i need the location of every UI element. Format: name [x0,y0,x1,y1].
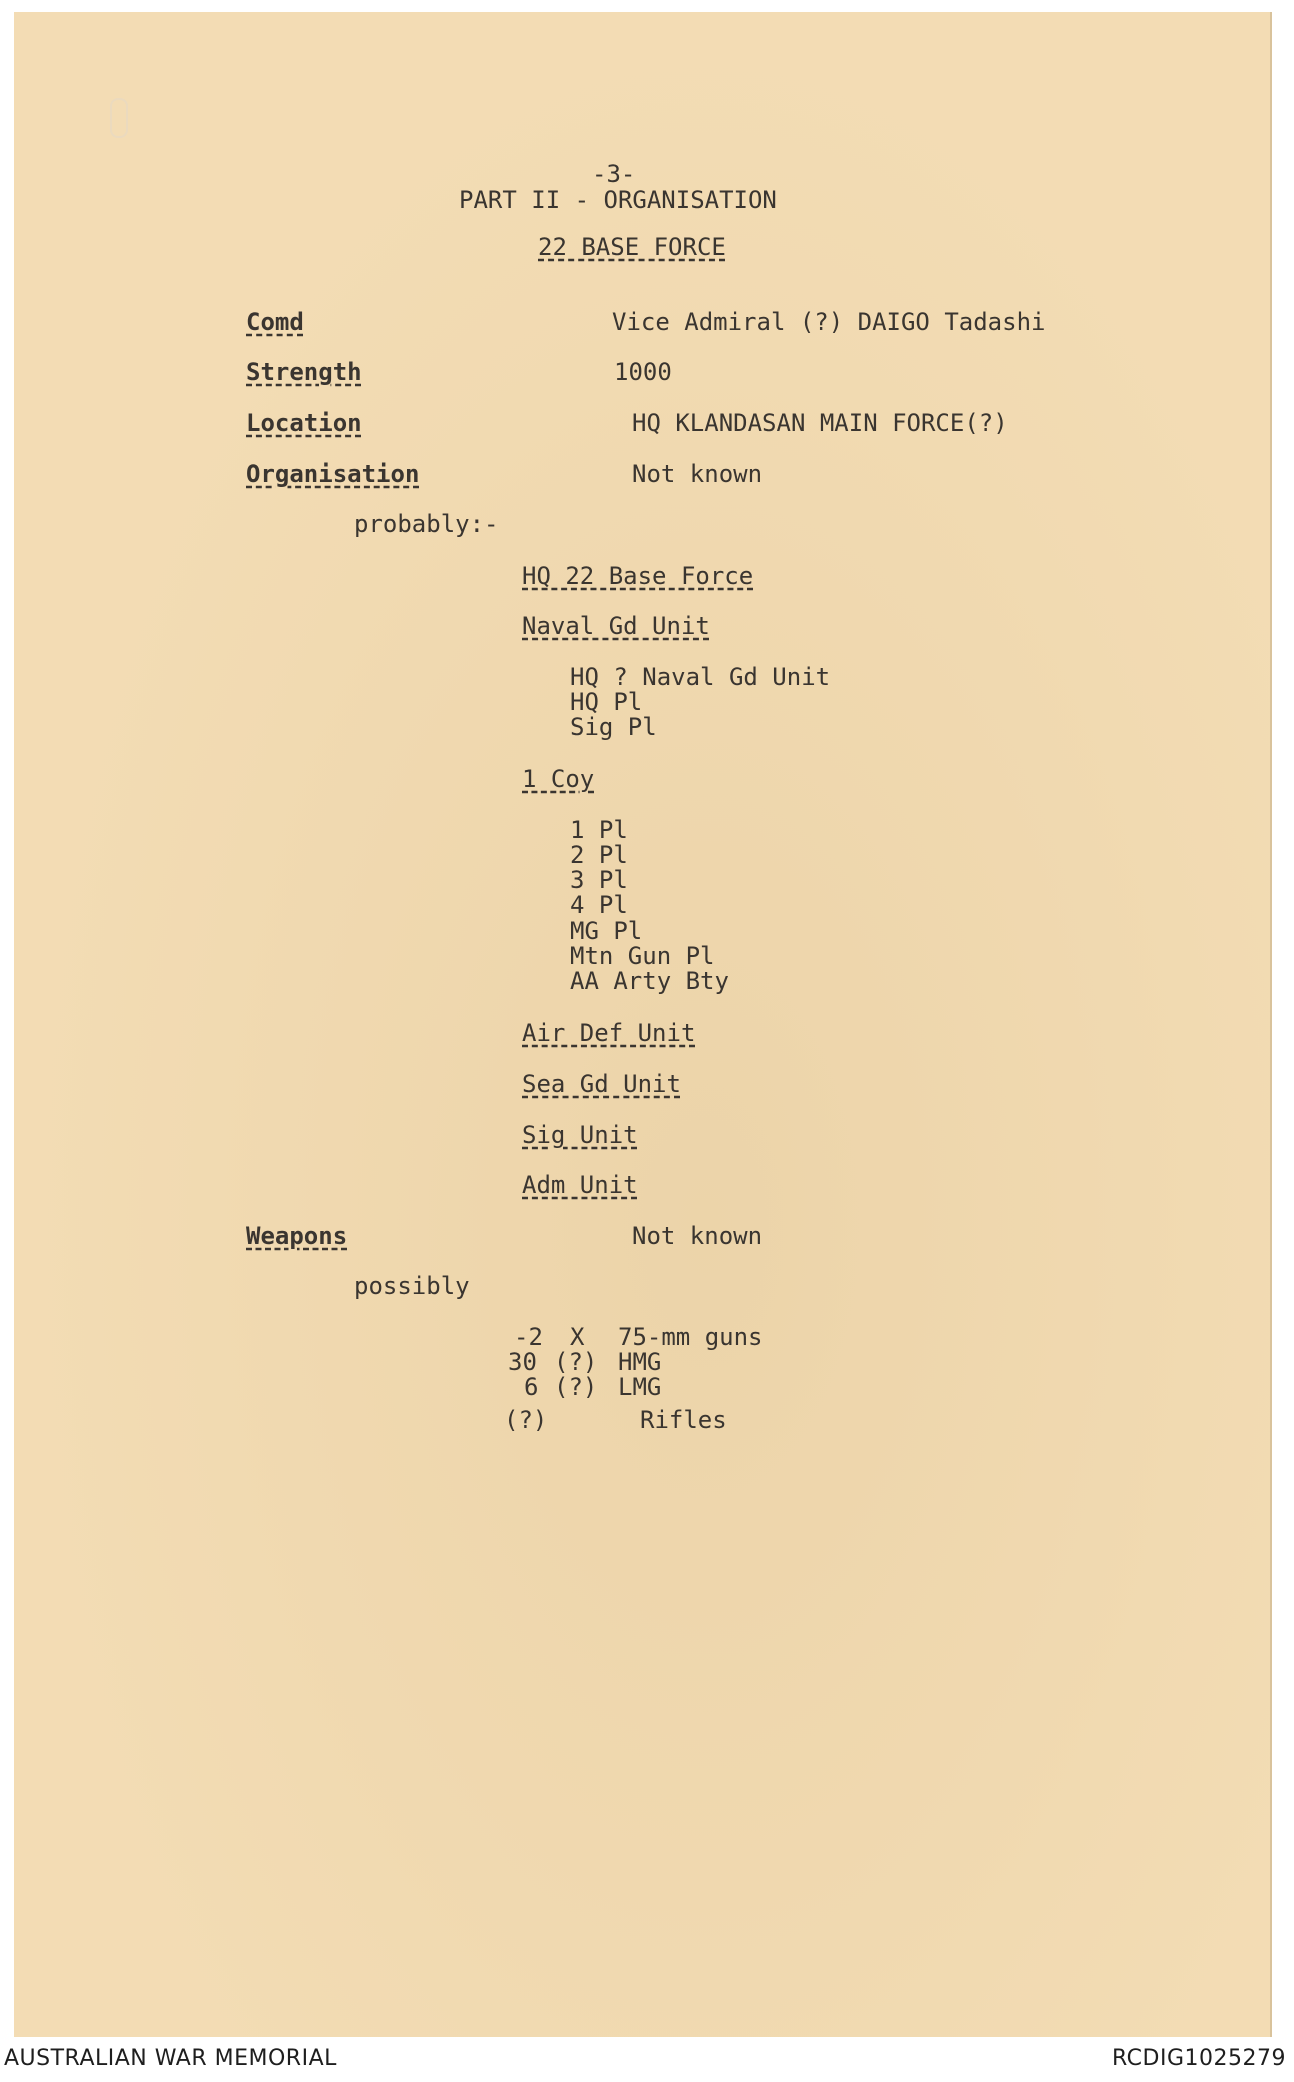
comd-value: Vice Admiral (?) DAIGO Tadashi [612,308,1046,336]
sig-unit-heading: Sig Unit [522,1121,638,1149]
coy-heading: 1 Coy [522,765,595,793]
weapon-name: 75-mm guns [618,1323,763,1351]
list-item: HQ ? Naval Gd Unit [570,663,831,691]
footer-id: RCDIG1025279 [1111,2046,1286,2071]
list-item: 1 Pl [570,816,628,844]
weapons-label: Weapons [246,1222,348,1250]
list-item: MG Pl [570,917,643,945]
list-item: 3 Pl [570,866,628,894]
possibly-text: possibly [354,1272,470,1300]
location-label: Location [246,409,362,437]
air-def-heading: Air Def Unit [522,1019,696,1047]
strength-label: Strength [246,358,362,386]
organisation-value: Not known [632,460,763,488]
footer-credit: AUSTRALIAN WAR MEMORIAL [4,2046,337,2071]
page-number: -3- [592,160,636,188]
pencil-mark [110,98,128,138]
list-item: HQ Pl [570,688,643,716]
unit-title: 22 BASE FORCE [538,233,726,261]
naval-gd-heading: Naval Gd Unit [522,612,710,640]
list-item: 4 Pl [570,891,628,919]
list-item: AA Arty Bty [570,967,729,995]
weapon-qty: (?) [504,1406,548,1434]
probably-text: probably:- [354,510,499,538]
weapons-value: Not known [632,1222,763,1250]
hq-heading: HQ 22 Base Force [522,562,754,590]
weapon-name: Rifles [640,1406,727,1434]
list-item: Mtn Gun Pl [570,942,715,970]
organisation-label: Organisation [246,460,420,488]
weapon-qty: 30 [508,1348,537,1376]
weapon-name: HMG [618,1348,662,1376]
weapon-sep: (?) [554,1373,598,1401]
list-item: 2 Pl [570,841,628,869]
list-item: Sig Pl [570,713,657,741]
weapon-name: LMG [618,1373,662,1401]
strength-value: 1000 [614,358,672,386]
weapon-qty: -2 [514,1323,543,1351]
location-value: HQ KLANDASAN MAIN FORCE(?) [632,409,1008,437]
part-title: PART II - ORGANISATION [459,186,777,214]
weapon-sep: X [570,1323,585,1351]
document-page [14,12,1272,2037]
comd-label: Comd [246,308,304,336]
weapon-sep: (?) [554,1348,598,1376]
weapon-qty: 6 [524,1373,539,1401]
adm-unit-heading: Adm Unit [522,1171,638,1199]
sea-gd-heading: Sea Gd Unit [522,1070,681,1098]
